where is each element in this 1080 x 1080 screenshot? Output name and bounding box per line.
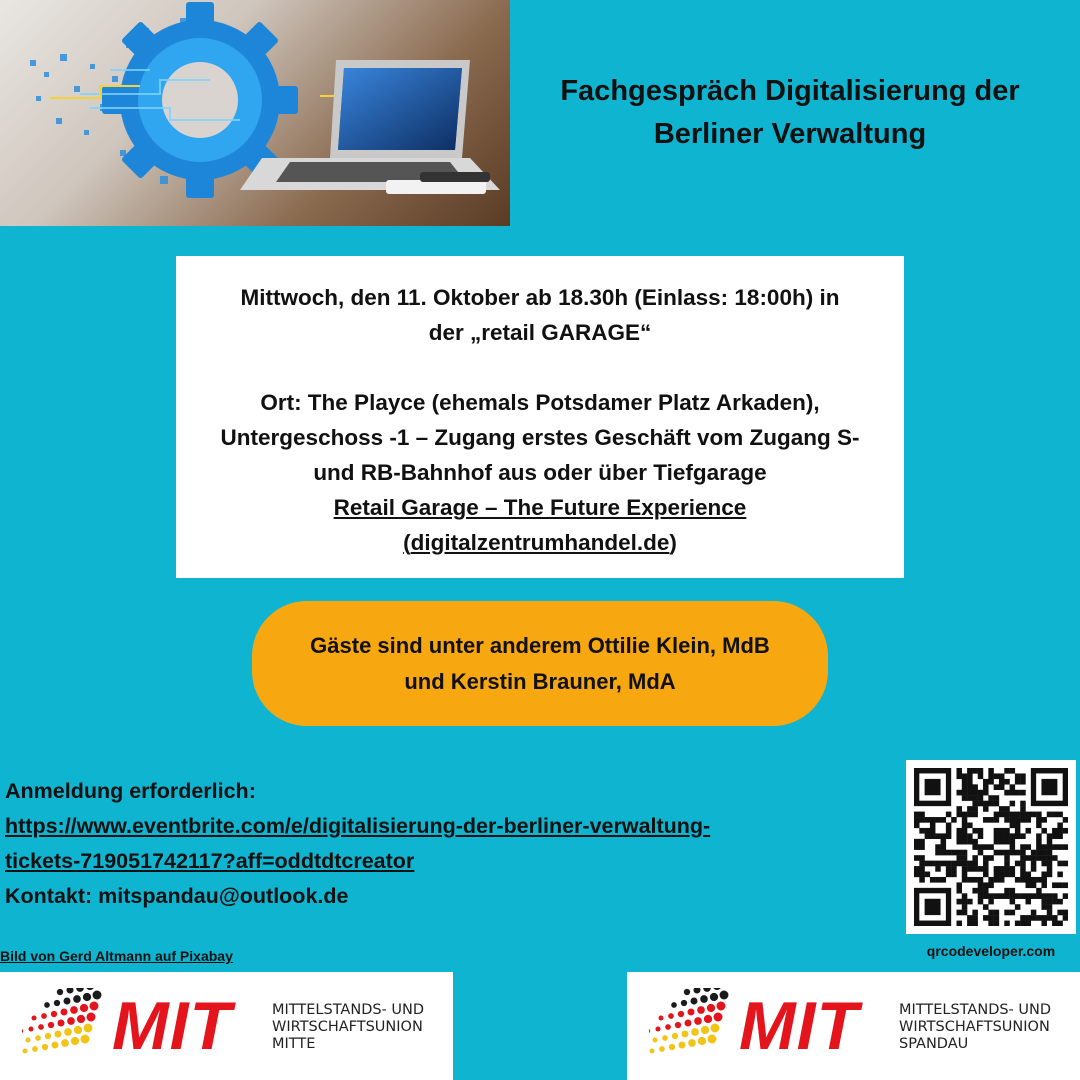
mit-wordmark: MIT xyxy=(739,988,860,1064)
title-line-1: Fachgespräch Digitalisierung der xyxy=(560,75,1020,107)
org-line-1: MITTELSTANDS- UND xyxy=(272,1002,425,1018)
link-paren-close: ) xyxy=(669,530,677,555)
eventbrite-link-line-2[interactable]: tickets-719051742117?aff=oddtdtcreator xyxy=(5,849,415,873)
dot-swoosh-icon xyxy=(649,988,735,1064)
dot-swoosh-icon xyxy=(22,988,108,1064)
mit-spandau-logo xyxy=(627,972,1080,1080)
registration-section xyxy=(5,774,895,914)
registration-label: Anmeldung erforderlich: xyxy=(5,779,256,803)
qr-code-icon xyxy=(914,768,1068,926)
date-line-2: der „retail GARAGE“ xyxy=(428,320,652,345)
eventbrite-link-line-1[interactable]: https://www.eventbrite.com/e/digitalisierung-der-berliner-verwaltung- xyxy=(5,814,711,838)
location-line-1: Ort: The Playce (ehemals Potsdamer Platz Arkaden), xyxy=(260,390,820,415)
org-line-2: WIRTSCHAFTSUNION xyxy=(272,1019,423,1035)
mit-wordmark: MIT xyxy=(112,988,233,1064)
title-line-2: Berliner Verwaltung xyxy=(653,118,927,150)
org-line-2: WIRTSCHAFTSUNION xyxy=(899,1019,1050,1035)
qr-credit: qrcodeveloper.com xyxy=(926,943,1056,959)
image-credit[interactable]: Bild von Gerd Altmann auf Pixabay xyxy=(0,948,233,964)
org-line-3: MITTE xyxy=(272,1036,316,1052)
event-info-box xyxy=(176,256,904,578)
retail-garage-link[interactable]: Retail Garage – The Future Experience xyxy=(333,495,747,520)
qr-code[interactable] xyxy=(906,760,1076,934)
gear-laptop-illustration xyxy=(0,0,510,226)
hero-image xyxy=(0,0,510,226)
guests-banner xyxy=(252,601,828,726)
contact-email: Kontakt: mitspandau@outlook.de xyxy=(5,884,349,908)
guests-line-1: Gäste sind unter anderem Ottilie Klein, MdB xyxy=(310,633,770,658)
date-line-1: Mittwoch, den 11. Oktober ab 18.30h (Einlass: 18:00h) in xyxy=(240,285,840,310)
mit-mitte-logo xyxy=(0,972,453,1080)
org-line-3: SPANDAU xyxy=(899,1036,969,1052)
org-name xyxy=(899,1002,1051,1053)
location-line-3: und RB-Bahnhof aus oder über Tiefgarage xyxy=(313,460,767,485)
event-title xyxy=(520,70,1060,156)
location-line-2: Untergeschoss -1 – Zugang erstes Geschäft vom Zugang S- xyxy=(220,425,860,450)
link-paren-open: ( xyxy=(403,530,411,555)
org-name xyxy=(272,1002,424,1053)
guests-line-2: und Kerstin Brauner, MdA xyxy=(404,669,676,694)
org-line-1: MITTELSTANDS- UND xyxy=(899,1002,1052,1018)
digitalzentrum-link[interactable]: digitalzentrumhandel.de xyxy=(410,530,670,555)
